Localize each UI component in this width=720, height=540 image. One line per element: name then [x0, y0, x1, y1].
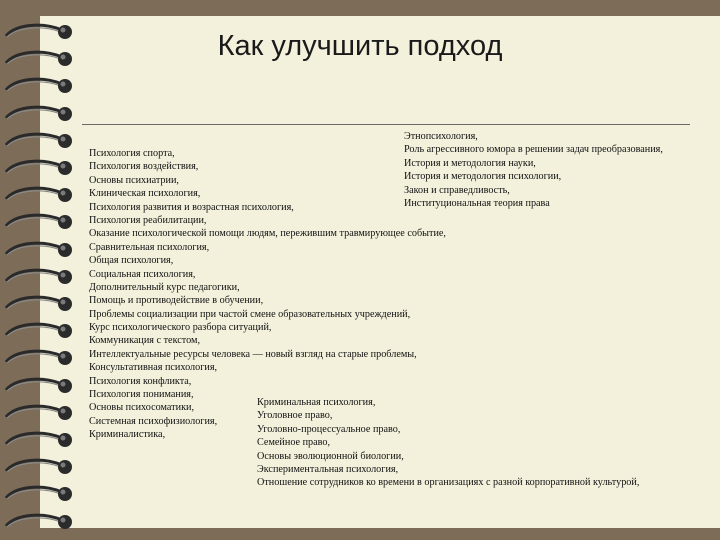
list-item: Психология воздействия,	[89, 161, 199, 173]
spiral-ring	[2, 210, 74, 234]
list-item: Интеллектуальные ресурсы человека — новый взгляд на старые проблемы,	[89, 348, 417, 360]
spiral-ring	[2, 74, 74, 98]
list-item: Консультативная психология,	[89, 362, 218, 374]
list-item: Основы психиатрии,	[89, 174, 179, 186]
spiral-ring	[2, 292, 74, 316]
list-item: Институциональная теория права	[404, 197, 550, 209]
list-item: Психология спорта,	[89, 148, 175, 159]
list-item: Общая психология,	[89, 255, 174, 267]
list-item: Уголовное право,	[257, 410, 333, 422]
list-item: Проблемы социализации при частой смене образовательных учреждений,	[89, 308, 411, 320]
list-item: Основы эволюционной биологии,	[257, 450, 404, 462]
spiral-ring	[2, 455, 74, 479]
list-item: Криминальная психология,	[257, 397, 376, 408]
list-item: Отношение сотрудников ко времени в организациях с разной корпоративной культурой,	[257, 477, 640, 489]
list-item: Помощь и противодействие в обучении,	[89, 295, 264, 307]
spiral-ring	[2, 401, 74, 425]
title-divider	[82, 124, 690, 125]
spiral-binding	[0, 20, 80, 530]
spiral-ring	[2, 238, 74, 262]
list-item: Экспериментальная психология,	[257, 463, 399, 475]
slide-title: Как улучшить подход	[217, 30, 503, 62]
spiral-ring	[2, 346, 74, 370]
list-item: История и методология науки,	[404, 157, 536, 169]
spiral-ring	[2, 319, 74, 343]
list-item: Психология реабилитации,	[89, 214, 207, 226]
spiral-ring	[2, 156, 74, 180]
list-item: Сравнительная психология,	[89, 241, 210, 253]
spiral-ring	[2, 129, 74, 153]
list-item: Оказание психологической помощи людям, пережившим травмирующее событие,	[89, 228, 446, 240]
spiral-ring	[2, 265, 74, 289]
list-item: Уголовно-процессуальное право,	[257, 423, 401, 435]
spiral-ring	[2, 482, 74, 506]
list-item: Клиническая психология,	[89, 188, 201, 200]
list-item: Коммуникация с текстом,	[89, 335, 201, 347]
list-item: Роль агрессивного юмора в решении задач преобразования,	[404, 144, 663, 156]
list-item: Дополнительный курс педагогики,	[89, 281, 240, 293]
list-item: Психология понимания,	[89, 389, 194, 401]
spiral-ring	[2, 374, 74, 398]
lower-right-list	[257, 396, 639, 490]
spiral-ring	[2, 428, 74, 452]
list-item: Социальная психология,	[89, 268, 196, 280]
list-item: Курс психологического разбора ситуаций,	[89, 322, 272, 334]
list-item: Закон и справедливость,	[404, 184, 510, 196]
spiral-ring	[2, 510, 74, 534]
list-item: История и методология психологии,	[404, 171, 562, 183]
list-item: Основы психосоматики,	[89, 402, 195, 414]
spiral-ring	[2, 102, 74, 126]
spiral-ring	[2, 183, 74, 207]
list-item: Психология конфликта,	[89, 375, 192, 387]
list-item: Системная психофизиология,	[89, 415, 218, 427]
list-item: Психология развития и возрастная психология,	[89, 201, 294, 213]
list-item: Криминалистика,	[89, 429, 166, 441]
list-item: Семейное право,	[257, 437, 331, 449]
list-item: Этнопсихология,	[404, 131, 478, 142]
